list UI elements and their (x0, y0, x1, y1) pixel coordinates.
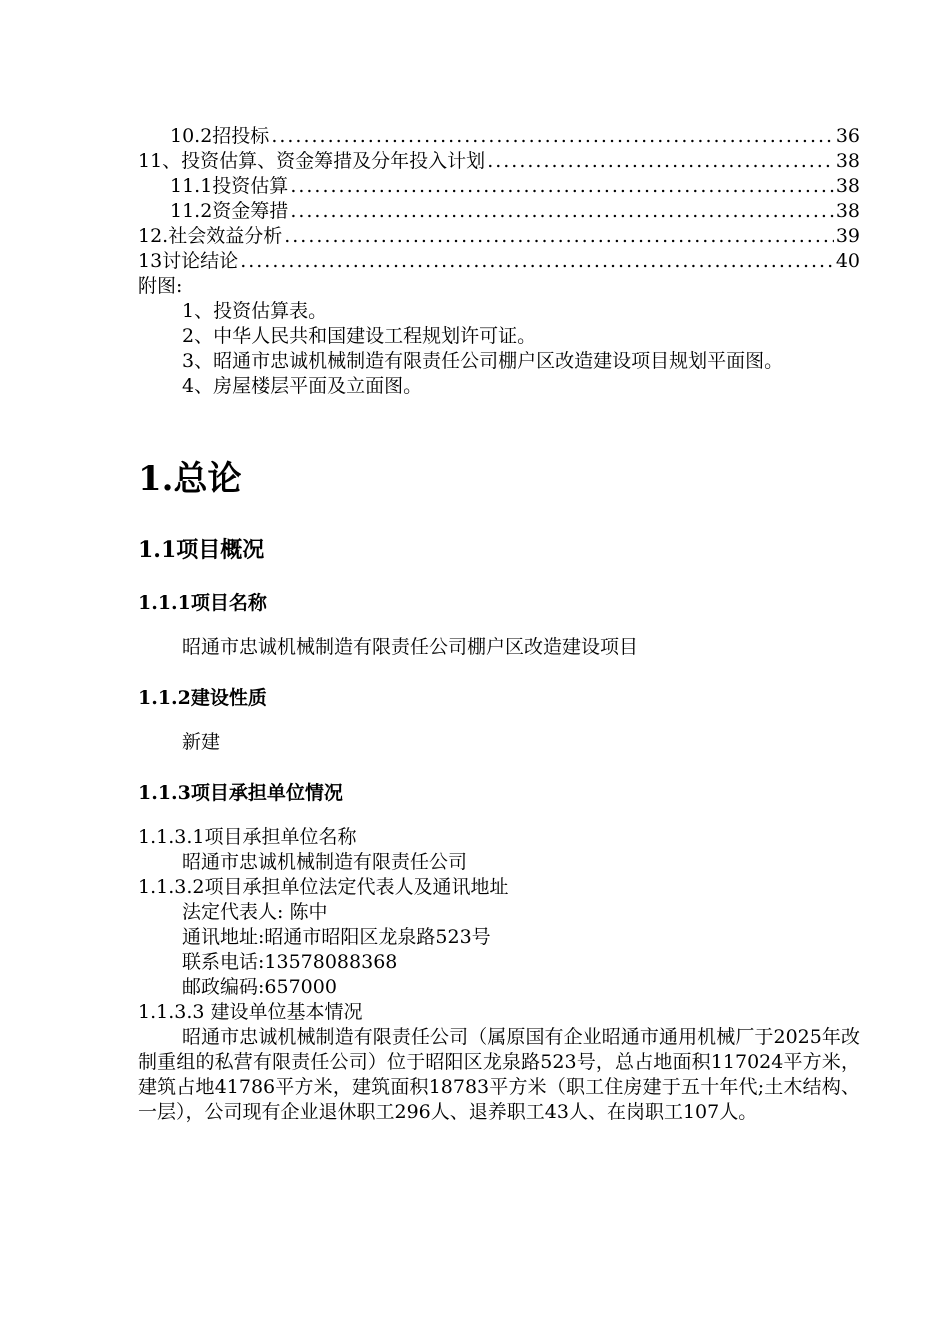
contact-phone: 联系电话:13578088368 (182, 951, 398, 973)
attachments-list (138, 274, 860, 399)
unit-info-block (138, 825, 860, 1125)
subsection-title: 1.1.3项目承担单位情况 (138, 782, 343, 804)
chapter-title: 1.总论 (138, 459, 242, 499)
toc-entry[interactable]: 13讨论结论 ..... 40 (138, 249, 860, 274)
toc-entry[interactable]: 11、投资估算、资金筹措及分年投入计划 ..... 38 (138, 149, 860, 174)
postal-code: 邮政编码:657000 (182, 976, 337, 998)
unit-basic-info: 昭通市忠诚机械制造有限责任公司（属原国有企业昭通市通用机械厂于2025年改制重组的私营有限责任公司）位于昭阳区龙泉路523号，总占地面积117024平方米，建筑占地41786平方米，建筑面积18783平方米（职工住房建于五十年代;土木结构、一层），公司现有企业退休职工296人、退养职工43人、在岗职工107人。 (138, 1026, 860, 1123)
legal-representative: 法定代表人: 陈中 (182, 901, 328, 923)
item-title: 1.1.3.2项目承担单位法定代表人及通讯地址 (138, 876, 509, 898)
mailing-address: 通讯地址:昭通市昭阳区龙泉路523号 (182, 926, 491, 948)
attachment-item: 4、房屋楼层平面及立面图。 (182, 375, 423, 397)
toc-entry[interactable]: 10.2招投标 ..... 36 (138, 124, 860, 149)
table-of-contents (138, 124, 860, 274)
section-title: 1.1项目概况 (138, 537, 265, 563)
document-page (138, 124, 860, 1125)
construction-nature-text: 新建 (182, 731, 221, 753)
attachment-item: 1、投资估算表。 (182, 300, 328, 322)
toc-entry[interactable]: 12.社会效益分析 ..... 39 (138, 224, 860, 249)
attachment-item: 2、中华人民共和国建设工程规划许可证。 (182, 325, 537, 347)
toc-entry[interactable]: 11.1投资估算 ..... 38 (138, 174, 860, 199)
subsection-title: 1.1.1项目名称 (138, 592, 267, 614)
item-title: 1.1.3.3 建设单位基本情况 (138, 1001, 363, 1023)
project-name-text: 昭通市忠诚机械制造有限责任公司棚户区改造建设项目 (182, 636, 639, 658)
toc-entry[interactable]: 11.2资金筹措 ..... 38 (138, 199, 860, 224)
attachments-title: 附图: (138, 275, 183, 297)
subsection-title: 1.1.2建设性质 (138, 687, 267, 709)
attachment-item: 3、昭通市忠诚机械制造有限责任公司棚户区改造建设项目规划平面图。 (182, 350, 784, 372)
unit-name: 昭通市忠诚机械制造有限责任公司 (182, 851, 468, 873)
item-title: 1.1.3.1项目承担单位名称 (138, 826, 357, 848)
